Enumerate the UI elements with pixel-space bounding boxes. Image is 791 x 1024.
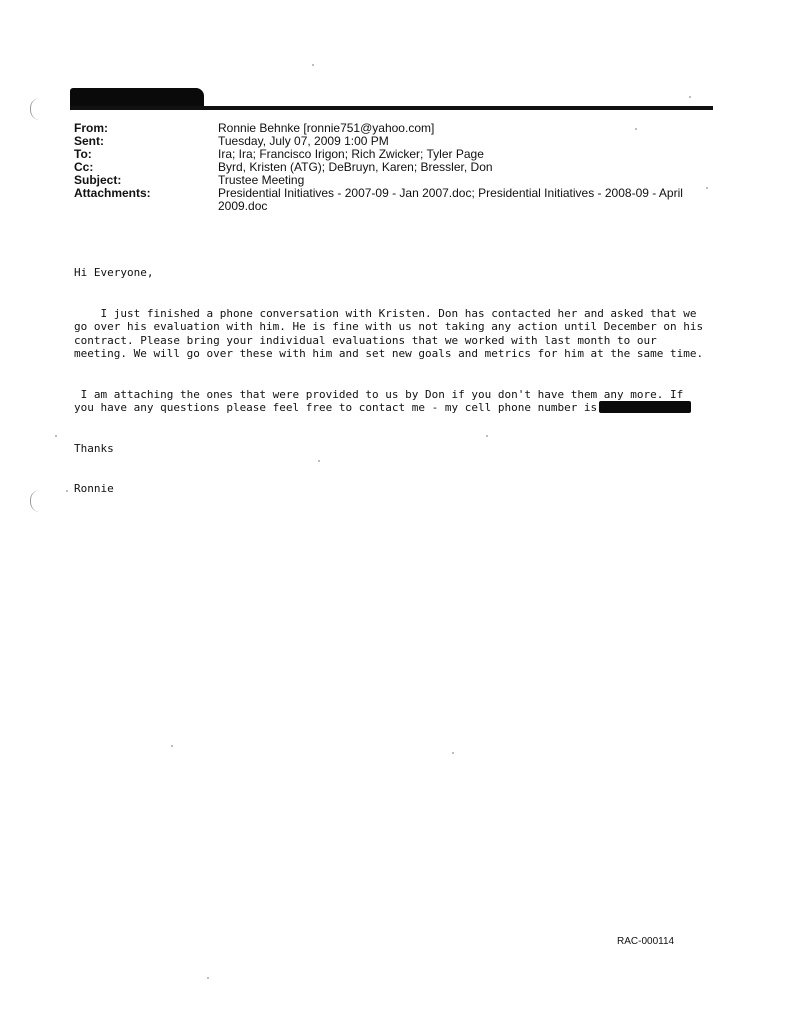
from-value: Ronnie Behnke [ronnie751@yahoo.com] [218, 121, 435, 135]
email-body [74, 239, 710, 509]
cc-label: Cc: [74, 160, 94, 174]
scan-speck [318, 460, 320, 462]
closing: Thanks [74, 441, 114, 455]
scan-speck [312, 64, 314, 66]
scan-speck [207, 977, 209, 979]
scan-speck [171, 745, 173, 747]
header-rule [70, 106, 713, 110]
subject-value: Trustee Meeting [218, 173, 305, 187]
scan-speck [55, 435, 57, 437]
redaction-bar [599, 401, 691, 413]
redaction-bar [70, 88, 204, 108]
signature: Ronnie [74, 482, 114, 495]
scan-speck [689, 96, 691, 98]
scan-speck [66, 490, 68, 492]
scan-speck [452, 752, 454, 754]
to-label: To: [74, 147, 92, 161]
scan-speck [706, 187, 708, 189]
body-paragraph [74, 388, 704, 415]
attachments-label: Attachments: [74, 186, 151, 200]
punch-hole-mark [30, 490, 45, 512]
to-value: Ira; Ira; Francisco Irigon; Rich Zwicker; Tyler Page [218, 147, 484, 161]
from-label: From: [74, 121, 108, 135]
scan-speck [486, 435, 488, 437]
greeting: Hi Everyone, [74, 266, 154, 279]
scan-speck [635, 128, 637, 130]
body-paragraph-text: I am attaching the ones that were provided to us by Don if you don't have them any more. If you have any questions please feel free to contact me - my cell phone number is [74, 387, 690, 414]
subject-label: Subject: [74, 173, 122, 187]
body-paragraph: I just finished a phone conversation with Kristen. Don has contacted her and asked that we go over his evaluation with him. He is fine with us not taking any action until December on his contract. Please bring your individual evaluations that we worked with last month to our meeting. We will go over these with him and set new goals and metrics for him at the same time. [74, 306, 710, 360]
sent-value: Tuesday, July 07, 2009 1:00 PM [218, 134, 389, 148]
attachments-value: Presidential Initiatives - 2007-09 - Jan 2007.doc; Presidential Initiatives - 2008-09 - April 2009.doc [218, 186, 683, 213]
bates-number: RAC-000114 [617, 936, 675, 947]
punch-hole-mark [30, 98, 45, 120]
cc-value: Byrd, Kristen (ATG); DeBruyn, Karen; Bressler, Don [218, 160, 493, 174]
sent-label: Sent: [74, 134, 104, 148]
